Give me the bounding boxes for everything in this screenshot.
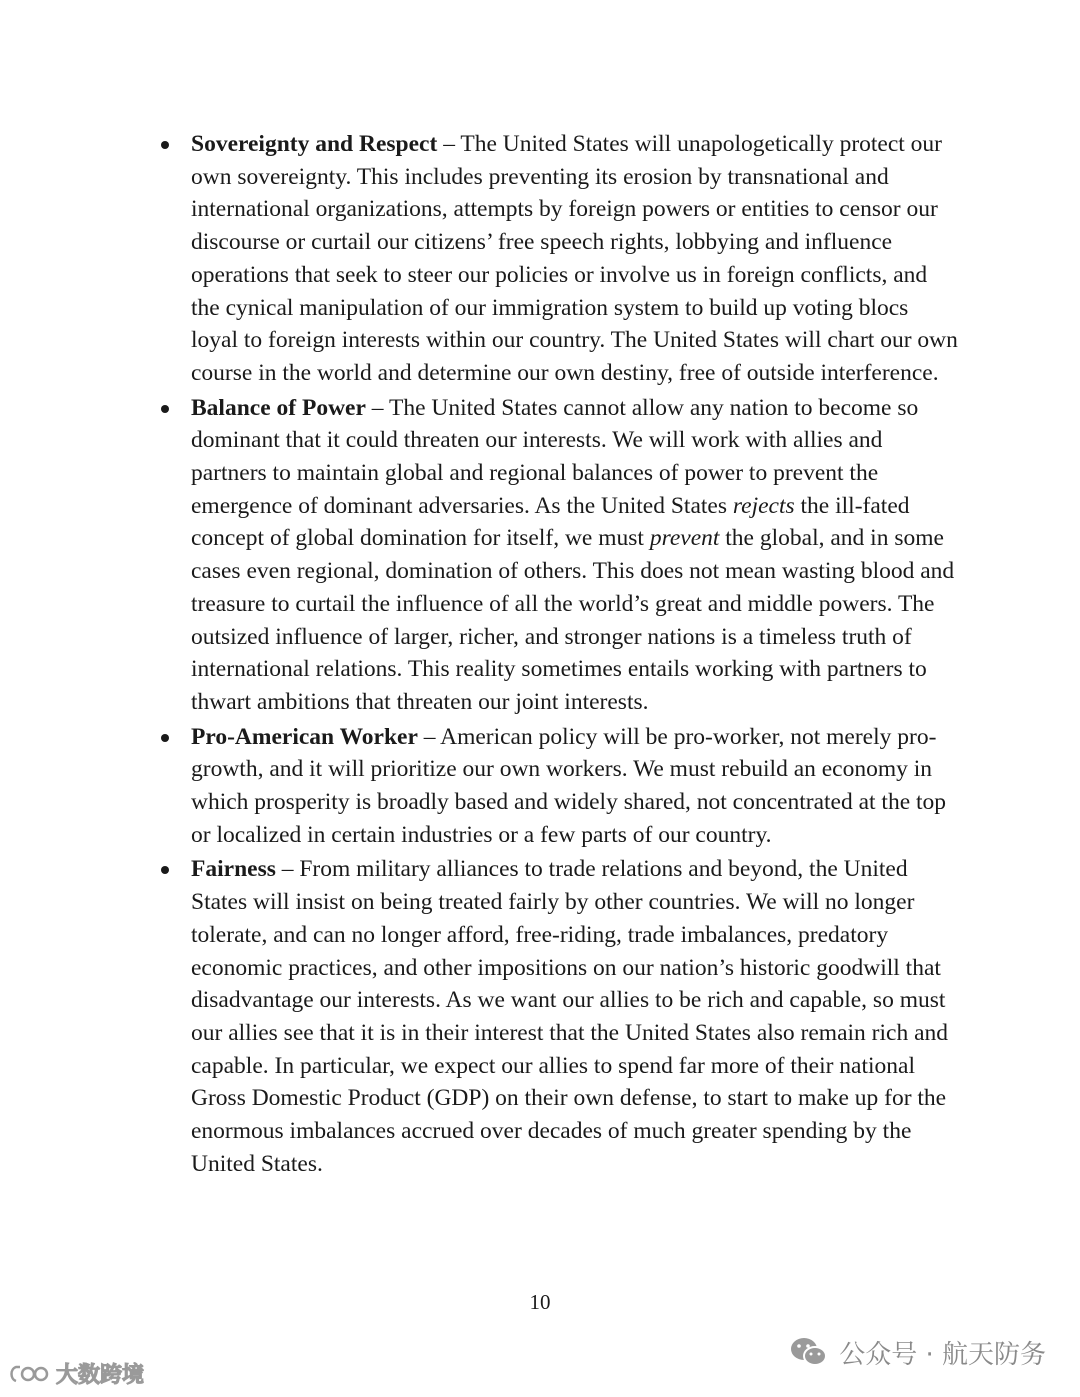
wechat-icon bbox=[789, 1336, 829, 1370]
bullet-dot-icon bbox=[161, 405, 169, 413]
bullet-list bbox=[158, 128, 958, 1181]
bullet-title: Pro-American Worker bbox=[191, 723, 418, 750]
page-number: 10 bbox=[529, 1290, 551, 1314]
bullet-item bbox=[158, 128, 958, 390]
bullet-item bbox=[158, 392, 958, 719]
bullet-emphasis: rejects bbox=[732, 492, 795, 519]
bullet-title: Fairness bbox=[191, 856, 276, 883]
bullet-item bbox=[158, 853, 958, 1180]
bullet-text: the ill-fated concept of global domination for itself, we must bbox=[191, 492, 910, 552]
watermark-left bbox=[8, 1358, 144, 1389]
watermark-right-text: 公众号 · 航天防务 bbox=[839, 1340, 1046, 1370]
bullet-dot-icon bbox=[161, 866, 169, 874]
bullet-dot-icon bbox=[161, 734, 169, 742]
bullet-emphasis: prevent bbox=[649, 525, 720, 552]
bullet-text: – American policy will be pro-worker, not merely pro-growth, and it will prioritize our own workers. We must rebuild an economy in which prosperity is broadly based and widely shared, not concentrated at the top or localized in certain industries or a few parts of our country. bbox=[191, 723, 947, 848]
bullet-item bbox=[158, 721, 958, 852]
brand-logo-icon bbox=[8, 1361, 52, 1387]
bullet-text: – The United States will unapologetically protect our own sovereignty. This includes preventing its erosion by transnational and international organizations, attempts by foreign powers or entities to censor our discourse or curtail our citizens’ free speech rights, lobbying and influence operations that seek to steer our policies or involve us in foreign conflicts, and the cynical manipulation of our immigration system to build up voting blocs loyal to foreign interests within our country. The United States will chart our own course in the world and determine our own destiny, free of outside interference. bbox=[191, 131, 958, 386]
bullet-text: – From military alliances to trade relations and beyond, the United States will insist on being treated fairly by other countries. We will no longer tolerate, and can no longer afford, free-riding, trade imbalances, predatory economic practices, and other impositions on our nation’s historic goodwill that disadvantage our interests. As we want our allies to be rich and capable, so must our allies see that it is in their interest that the United States also remain rich and capable. In particular, we expect our allies to spend far more of their national Gross Domestic Product (GDP) on their own defense, to start to make up for the enormous imbalances accrued over decades of much greater spending by the United States. bbox=[191, 856, 949, 1177]
bullet-dot-icon bbox=[161, 141, 169, 149]
bullet-title: Sovereignty and Respect bbox=[191, 131, 438, 157]
bullet-text: – The United States cannot allow any nation to become so dominant that it could threaten our interests. We will work with allies and partners to maintain global and regional balances of power to prevent the emergence of dominant adversaries. As the United States bbox=[191, 394, 919, 519]
page-content bbox=[158, 128, 958, 1183]
bullet-text: the global, and in some cases even regional, domination of others. This does not mean wasting blood and treasure to curtail the influence of all the world’s great and middle powers. The outsized influence of larger, richer, and stronger nations is a timeless truth of international relations. This reality sometimes entails working with partners to thwart ambitions that threaten our joint interests. bbox=[191, 525, 955, 715]
watermark-right bbox=[789, 1334, 1046, 1371]
watermark-left-text: 大数跨境 bbox=[56, 1363, 145, 1388]
bullet-title: Balance of Power bbox=[191, 394, 366, 421]
